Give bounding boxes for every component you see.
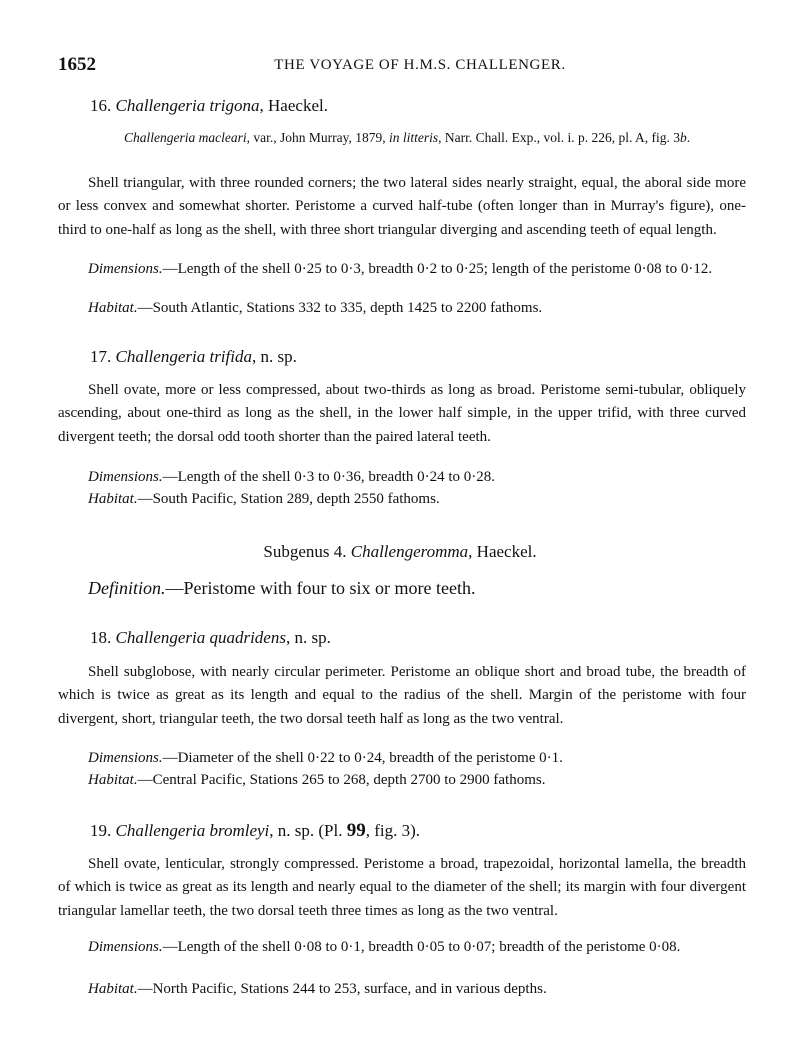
species-18-habitat: Habitat.—Central Pacific, Stations 265 to 268, depth 2700 to 2900 fathoms.	[88, 772, 546, 788]
species-17-habitat: Habitat.—South Pacific, Station 289, depth 2550 fathoms.	[88, 491, 440, 507]
species-17-description: Shell ovate, more or less compressed, about two-thirds as long as broad. Peristome semi-tubular, obliquely ascending, about one-third as long as the shell, in the lower half simple, in the upper trifid, with three curved divergent teeth; the dorsal odd tooth shorter than the paired lateral teeth.	[58, 382, 746, 445]
subgenus-definition: Definition.—Peristome with four to six or more teeth.	[88, 578, 476, 598]
species-16-synonymy: Challengeria macleari, var., John Murray, 1879, in litteris, Narr. Chall. Exp., vol. i. p. 226, pl. A, fig. 3b.	[124, 130, 691, 145]
species-18-description: Shell subglobose, with nearly circular perimeter. Peristome an oblique short and broad tube, the breadth of which is twice as great as its length and equal to the radius of the shell. Margin of the peristome with four divergent, short, triangular teeth, the two dorsal teeth half as long as the two ventral.	[58, 664, 746, 727]
page-number: 1652	[58, 54, 96, 75]
species-19-heading: 19. Challengeria bromleyi, n. sp. (Pl. 99, fig. 3).	[90, 820, 421, 841]
species-18-heading: 18. Challengeria quadridens, n. sp.	[90, 628, 331, 647]
subgenus-heading: Subgenus 4. Challengeromma, Haeckel.	[263, 542, 537, 561]
species-16-dimensions: Dimensions.—Length of the shell 0·25 to 0·3, breadth 0·2 to 0·25; length of the peristome 0·08 to 0·12.	[88, 261, 713, 277]
species-19-habitat: Habitat.—North Pacific, Stations 244 to 253, surface, and in various depths.	[88, 981, 547, 997]
species-19-description: Shell ovate, lenticular, strongly compressed. Peristome a broad, trapezoidal, horizontal lamella, the breadth of which is twice as great as its length and nearly equal to the diameter of the shell; its margin with four divergent triangular lamellar teeth, the two dorsal teeth three times as long as the two ventral.	[58, 856, 746, 919]
species-17-heading: 17. Challengeria trifida, n. sp.	[90, 347, 297, 366]
species-16-habitat: Habitat.—South Atlantic, Stations 332 to 335, depth 1425 to 2200 fathoms.	[88, 300, 543, 316]
subgenus-name: Challengeromma	[350, 542, 469, 561]
species-17-dimensions: Dimensions.—Length of the shell 0·3 to 0·36, breadth 0·24 to 0·28.	[88, 469, 496, 485]
species-17-name: Challengeria trifida	[115, 347, 252, 366]
species-19-name: Challengeria bromleyi	[115, 821, 270, 840]
species-18-dimensions: Dimensions.—Diameter of the shell 0·22 to 0·24, breadth of the peristome 0·1.	[88, 750, 563, 766]
plate-number: 99	[346, 820, 366, 841]
species-16-heading: 16. Challengeria trigona, Haeckel.	[90, 96, 328, 115]
page-header	[58, 54, 742, 78]
species-16-name: Challengeria trigona	[115, 96, 260, 115]
running-title: THE VOYAGE OF H.M.S. CHALLENGER.	[274, 57, 566, 73]
species-16-description: Shell triangular, with three rounded corners; the two lateral sides nearly straight, equal, the aboral side more or less convex and somewhat shorter. Peristome a curved half-tube (often longer than in Murray's figure), one-third to one-half as long as the shell, with three short triangular diverging and ascending teeth of equal length.	[58, 175, 746, 238]
species-18-name: Challengeria quadridens	[115, 628, 286, 647]
species-19-dimensions: Dimensions.—Length of the shell 0·08 to 0·1, breadth 0·05 to 0·07; breadth of the peristome 0·08.	[88, 939, 681, 955]
